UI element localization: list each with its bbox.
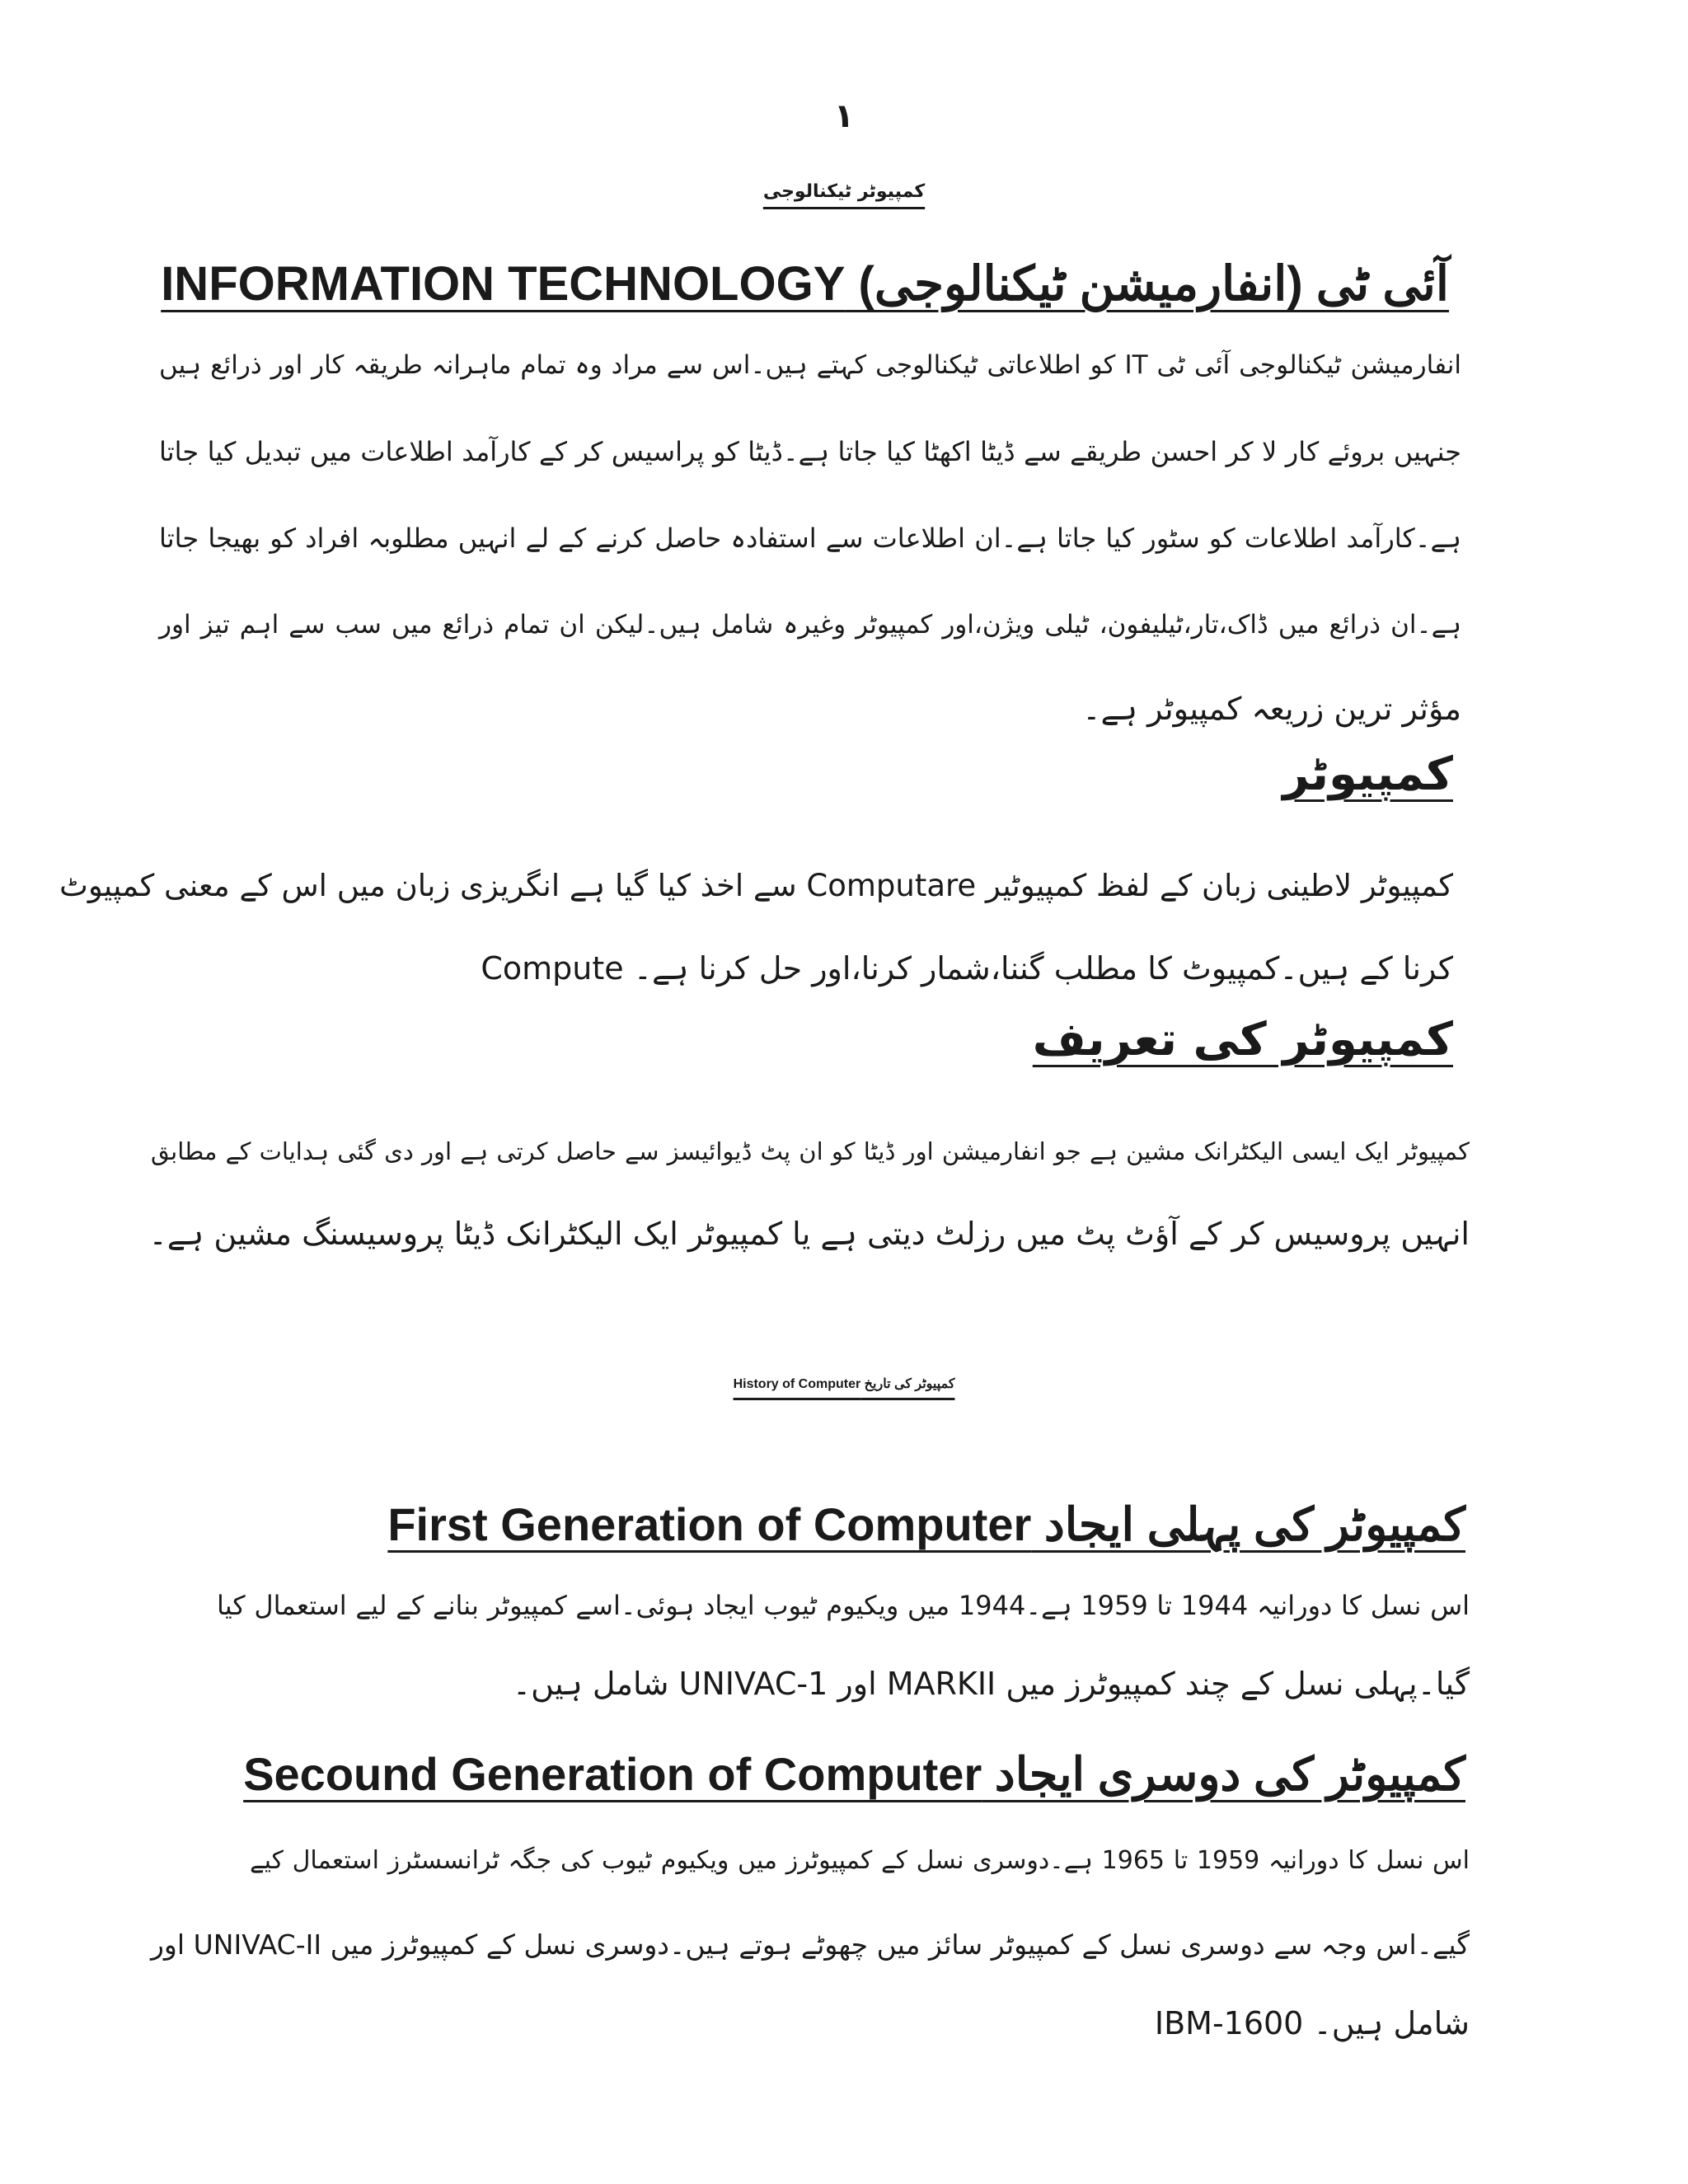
first-generation-heading: کمپیوٹر کی پہلی ایجاد First Generation of Computer	[387, 1498, 1465, 1550]
first-generation-paragraph-line-1: اس نسل کا دورانیہ 1944 تا 1959 ہے۔1944 میں ویکیوم ٹیوب ایجاد ہوئی۔اسے کمپیوٹر بنانے کے لیے استعمال کیا	[217, 1590, 1470, 1621]
computer-paragraph-line-2: Compute کرنا کے ہیں۔کمپیوٹ کا مطلب گننا،شمار کرنا،اور حل کرنا ہے۔	[481, 950, 1453, 987]
it-heading: آئی ٹی (انفارمیشن ٹیکنالوجی) INFORMATION TECHNOLOGY	[161, 257, 1449, 311]
computer-paragraph-line-1: کمپیوٹر لاطینی زبان کے لفظ کمپیوٹیر Computare سے اخذ کیا گیا ہے انگریزی زبان میں اس کے معنی کمپیوٹ	[59, 868, 1453, 903]
second-generation-paragraph-line-2: گیے۔اس وجہ سے دوسری نسل کے کمپیوٹر سائز میں چھوٹے ہوتے ہیں۔دوسری نسل کے کمپیوٹرز میں UNIVAC-II اور	[151, 1929, 1470, 1961]
second-generation-heading: کمپیوٹر کی دوسری ایجاد Secound Generation of Computer	[243, 1748, 1465, 1800]
page-title: کمپیوٹر ٹیکنالوجی	[762, 181, 926, 202]
page-number: ۱	[833, 97, 855, 135]
it-paragraph-line-1: انفارمیشن ٹیکنالوجی آئی ٹی IT کو اطلاعاتی ٹیکنالوجی کہتے ہیں۔اس سے مراد وہ تمام ماہرانہ طریقہ کار اور ذرائع ہیں	[159, 350, 1461, 380]
first-generation-paragraph-line-2: گیا۔پہلی نسل کے چند کمپیوٹرز میں MARKII اور UNIVAC-1 شامل ہیں۔	[512, 1666, 1470, 1702]
second-generation-paragraph-line-3: IBM-1600 شامل ہیں۔	[1154, 2005, 1470, 2041]
it-paragraph-line-4: ہے۔ان ذرائع میں ڈاک،تار،ٹیلیفون، ٹیلی ویژن،اور کمپیوٹر وغیرہ شامل ہیں۔لیکن ان تمام ذرائع میں سب سے اہم تیز اور	[159, 610, 1461, 640]
it-paragraph-line-5: مؤثر ترین زریعہ کمپیوٹر ہے۔	[1082, 691, 1461, 727]
definition-paragraph-line-2: انہیں پروسیس کر کے آؤٹ پٹ میں رزلٹ دیتی ہے یا کمپیوٹر ایک الیکٹرانک ڈیٹا پروسیسنگ مشین ہے۔	[148, 1216, 1470, 1252]
it-paragraph-line-3: ہے۔کارآمد اطلاعات کو سٹور کیا جاتا ہے۔ان اطلاعات سے استفادہ حاصل کرنے کے لے انہیں مطلوبہ افراد کو بھیجا جاتا	[159, 523, 1461, 554]
definition-heading: کمپیوٹر کی تعریف	[1032, 1013, 1453, 1066]
definition-paragraph-line-1: کمپیوٹر ایک ایسی الیکٹرانک مشین ہے جو انفارمیشن اور ڈیٹا کو ان پٹ ڈیوائیسز سے حاصل کرتی ہے اور دی گئی ہدایات کے مطابق	[151, 1137, 1470, 1165]
second-generation-paragraph-line-1: اس نسل کا دورانیہ 1959 تا 1965 ہے۔دوسری نسل کے کمپیوٹرز میں ویکیوم ٹیوب کی جگہ ٹرانسسٹرز استعمال کیے	[250, 1846, 1470, 1875]
history-heading: کمپیوٹر کی تاریخ History of Computer	[733, 1377, 955, 1391]
it-paragraph-line-2: جنہیں بروئے کار لا کر احسن طریقے سے ڈیٹا اکھٹا کیا جاتا ہے۔ڈیٹا کو پراسیس کر کے کارآمد اطلاعات میں تبدیل کیا جاتا	[159, 436, 1461, 467]
computer-heading: کمپیوٹر	[1282, 748, 1453, 801]
